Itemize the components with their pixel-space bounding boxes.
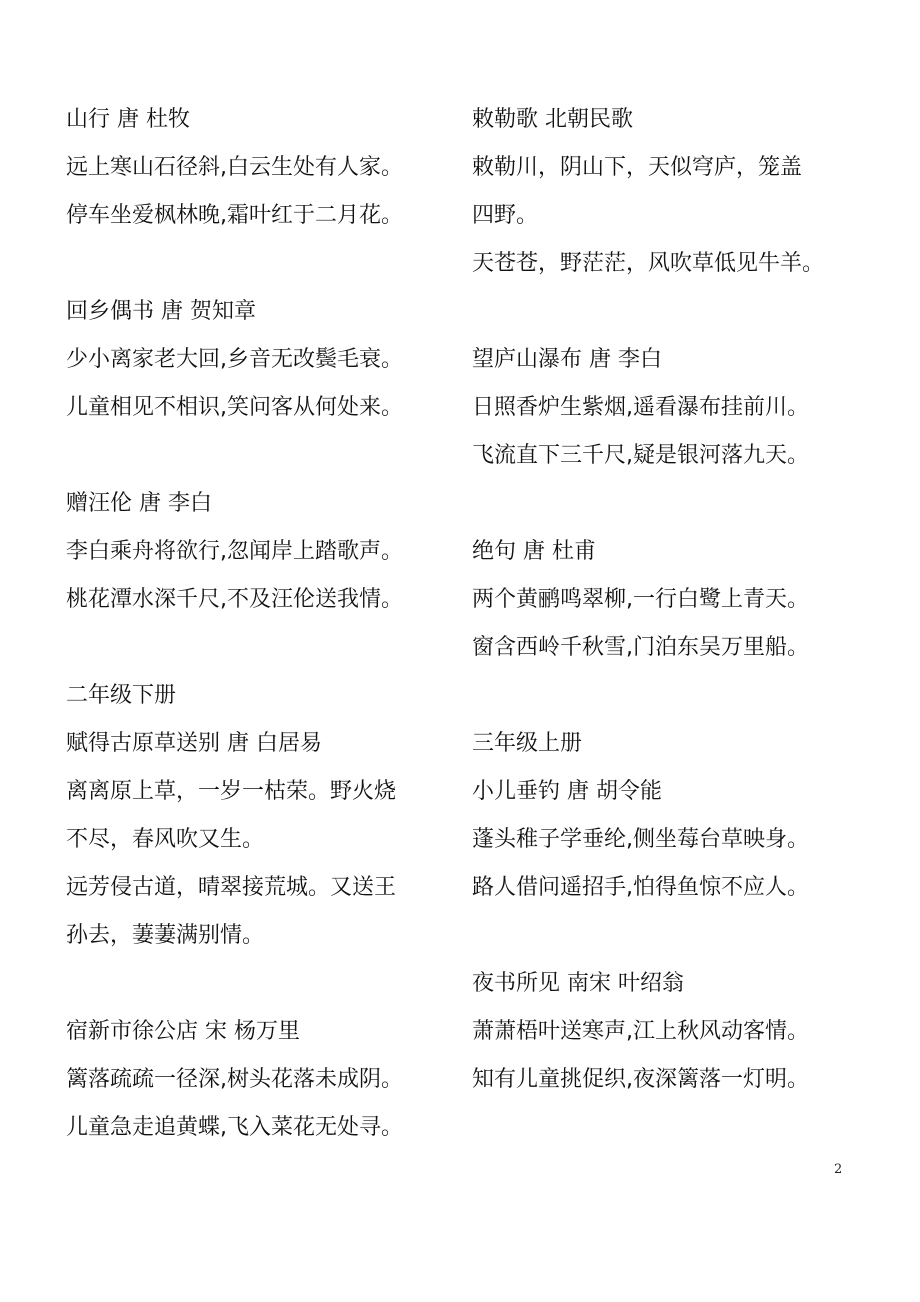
poem-title: 山行 唐 杜牧: [66, 107, 190, 132]
poem-suxinshi: [66, 1008, 466, 1152]
page-number: 2: [834, 1162, 843, 1177]
spacer: [472, 912, 872, 960]
poem-line: 蓬头稚子学垂纶,侧坐莓台草映身。: [472, 827, 809, 852]
spacer: [66, 240, 466, 288]
poem-xiaoer: [472, 768, 872, 912]
poem-fude: [66, 720, 466, 960]
poem-line: 儿童相见不相识,笑问客从何处来。: [66, 395, 403, 420]
poem-line: 天苍苍，野茫茫，风吹草低见牛羊。: [472, 251, 825, 276]
poem-line: 篱落疏疏一径深,树头花落未成阴。: [66, 1067, 403, 1092]
poem-yeshu: [472, 960, 872, 1104]
poem-line: 飞流直下三千尺,疑是银河落九天。: [472, 443, 809, 468]
poem-title: 绝句 唐 杜甫: [472, 539, 596, 564]
poem-line: 李白乘舟将欲行,忽闻岸上踏歌声。: [66, 539, 403, 564]
poem-line: 桃花潭水深千尺,不及汪伦送我情。: [66, 587, 403, 612]
poem-title: 宿新市徐公店 宋 杨万里: [66, 1019, 300, 1044]
poem-title: 夜书所见 南宋 叶绍翁: [472, 971, 684, 996]
poem-title: 赋得古原草送别 唐 白居易: [66, 731, 322, 756]
left-column: [66, 96, 466, 1152]
poem-line: 离离原上草，一岁一枯荣。野火烧: [66, 779, 397, 804]
spacer: [66, 432, 466, 480]
poem-line: 日照香炉生紫烟,遥看瀑布挂前川。: [472, 395, 809, 420]
poem-line: 远芳侵古道，晴翠接荒城。又送王: [66, 875, 397, 900]
poem-title: 回乡偶书 唐 贺知章: [66, 299, 256, 324]
spacer: [66, 960, 466, 1008]
poem-line: 路人借问遥招手,怕得鱼惊不应人。: [472, 875, 809, 900]
poem-line: 敕勒川，阴山下，天似穹庐，笼盖: [472, 155, 803, 180]
grade-heading: 三年级上册: [472, 731, 583, 756]
poem-chilege: [472, 96, 872, 288]
poem-huixiang: [66, 288, 466, 432]
poem-title: 望庐山瀑布 唐 李白: [472, 347, 662, 372]
poem-line: 窗含西岭千秋雪,门泊东吴万里船。: [472, 635, 809, 660]
poem-line: 知有儿童挑促织,夜深篱落一灯明。: [472, 1067, 809, 1092]
grade-heading: 二年级下册: [66, 683, 177, 708]
poem-title: 敕勒歌 北朝民歌: [472, 107, 633, 132]
spacer: [472, 288, 872, 336]
poem-jueju: [472, 528, 872, 672]
spacer: [66, 624, 466, 672]
poem-line: 少小离家老大回,乡音无改鬓毛衰。: [66, 347, 403, 372]
spacer: [472, 672, 872, 720]
poem-line: 四野。: [472, 203, 539, 228]
spacer: [472, 480, 872, 528]
poem-shanxing: [66, 96, 466, 240]
poem-line: 萧萧梧叶送寒声,江上秋风动客情。: [472, 1019, 809, 1044]
poem-line: 远上寒山石径斜,白云生处有人家。: [66, 155, 403, 180]
poem-line: 停车坐爱枫林晚,霜叶红于二月花。: [66, 203, 403, 228]
poem-title: 赠汪伦 唐 李白: [66, 491, 212, 516]
poem-title: 小儿垂钓 唐 胡令能: [472, 779, 662, 804]
right-column: [472, 96, 872, 1104]
poem-wanglushan: [472, 336, 872, 480]
poem-zengwanglun: [66, 480, 466, 624]
poem-line: 儿童急走追黄蝶,飞入菜花无处寻。: [66, 1115, 403, 1140]
poem-line: 孙去，萋萋满别情。: [66, 923, 265, 948]
poem-line: 不尽，春风吹又生。: [66, 827, 265, 852]
poem-line: 两个黄鹂鸣翠柳,一行白鹭上青天。: [472, 587, 809, 612]
